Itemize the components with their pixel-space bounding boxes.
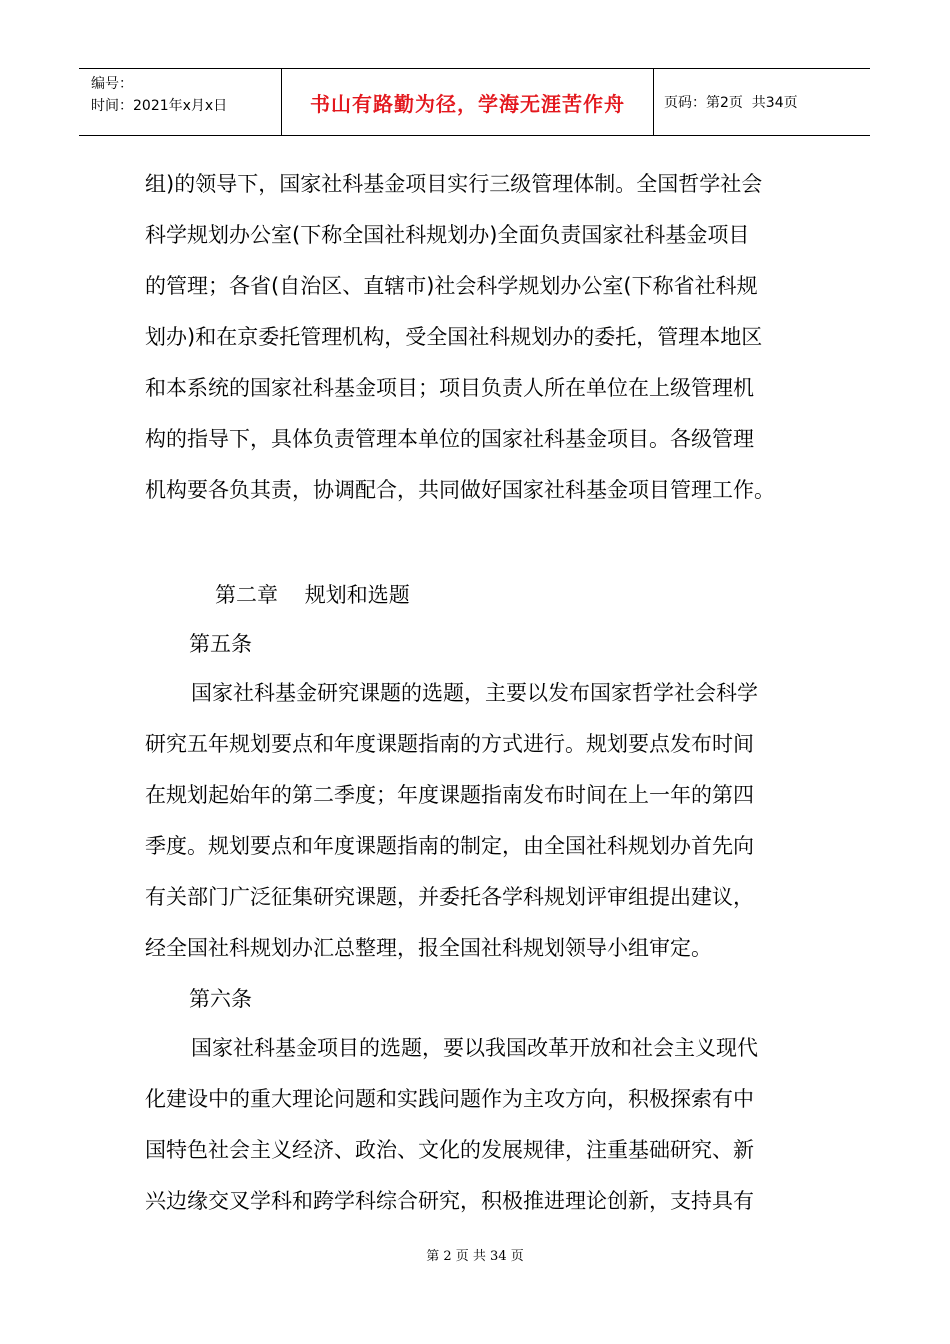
number-label: 编号： <box>91 76 133 92</box>
motto-text: 书山有路勤为径，学海无涯苦作舟 <box>310 91 625 116</box>
header-meta-cell <box>79 69 282 135</box>
document-header <box>79 68 870 136</box>
text-line: 构的指导下，具体负责管理本单位的国家社科基金项目。各级管理 <box>145 427 754 451</box>
time-label: 时间：2021年x月x日 <box>91 98 228 114</box>
text-line: 有关部门广泛征集研究课题，并委托各学科规划评审组提出建议， <box>145 885 754 909</box>
page-info: 页码：第2页 共34页 <box>664 95 798 111</box>
text-line: 组)的领导下，国家社科基金项目实行三级管理体制。全国哲学社会 <box>145 172 763 196</box>
document-body <box>145 163 815 1231</box>
header-page-cell <box>654 69 870 135</box>
header-motto-cell <box>282 69 654 135</box>
article-5-title: 第五条 <box>189 632 252 656</box>
text-line: 国特色社会主义经济、政治、文化的发展规律，注重基础研究、新 <box>145 1138 754 1162</box>
text-line: 划办)和在京委托管理机构，受全国社科规划办的委托，管理本地区 <box>145 325 763 349</box>
paragraph-1 <box>145 163 815 520</box>
page-footer: 第 2 页 共 34 页 <box>426 1249 524 1264</box>
article-5-paragraph <box>145 672 815 978</box>
article-6-title: 第六条 <box>189 987 252 1011</box>
text-line: 化建设中的重大理论问题和实践问题作为主攻方向，积极探索有中 <box>145 1087 754 1111</box>
chapter-heading: 第二章 规划和选题 <box>215 583 410 607</box>
text-line: 在规划起始年的第二季度；年度课题指南发布时间在上一年的第四 <box>145 783 754 807</box>
text-line: 经全国社科规划办汇总整理，报全国社科规划领导小组审定。 <box>145 936 712 960</box>
text-line: 的管理；各省(自治区、直辖市)社会科学规划办公室(下称省社科规 <box>145 274 758 298</box>
text-line: 国家社科基金研究课题的选题，主要以发布国家哲学社会科学 <box>191 681 758 705</box>
text-line: 和本系统的国家社科基金项目；项目负责人所在单位在上级管理机 <box>145 376 754 400</box>
article-6-paragraph <box>145 1027 815 1231</box>
text-line: 科学规划办公室(下称全国社科规划办)全面负责国家社科基金项目 <box>145 223 750 247</box>
text-line: 国家社科基金项目的选题，要以我国改革开放和社会主义现代 <box>191 1036 758 1060</box>
text-line: 机构要各负其责，协调配合，共同做好国家社科基金项目管理工作。 <box>145 478 775 502</box>
section-spacer <box>145 520 815 574</box>
text-line: 兴边缘交叉学科和跨学科综合研究，积极推进理论创新，支持具有 <box>145 1189 754 1213</box>
text-line: 研究五年规划要点和年度课题指南的方式进行。规划要点发布时间 <box>145 732 754 756</box>
text-line: 季度。规划要点和年度课题指南的制定，由全国社科规划办首先向 <box>145 834 754 858</box>
